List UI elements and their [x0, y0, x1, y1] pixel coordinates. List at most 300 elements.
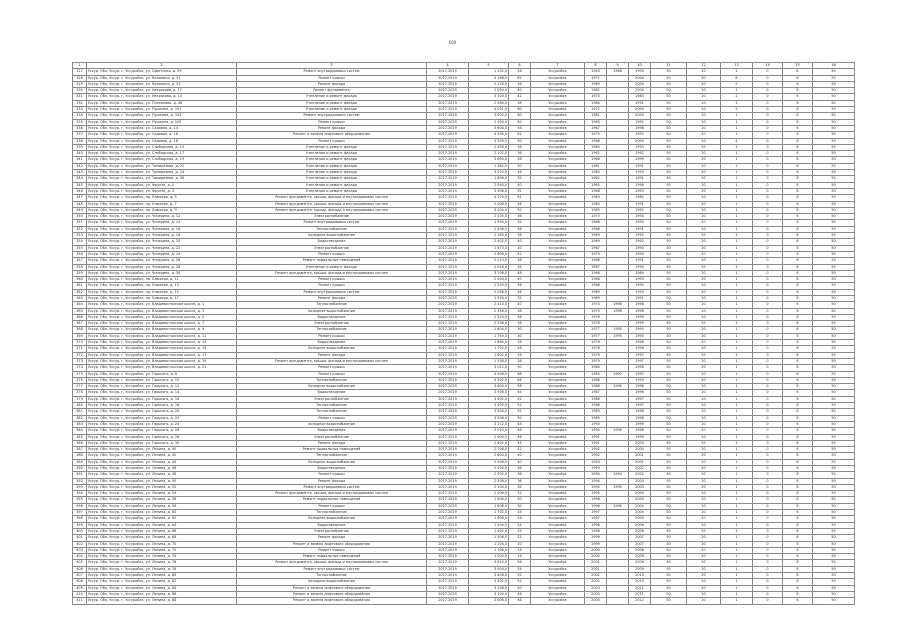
table-cell: Уссурийск [531, 125, 585, 131]
table-cell: Ремонт фундамента, крыши, фасада и внутридомовых систем [237, 270, 427, 276]
table-cell: 354 [73, 239, 87, 245]
table-cell: 18 [509, 69, 531, 75]
table-cell: 20 [687, 239, 721, 245]
table-cell: Уссур. Обл. Уссур. г. Уссурийск, ул. Чичерина, д. 20 [87, 239, 237, 245]
table-cell: Уссурийск [531, 371, 585, 377]
table-cell: 2017-2019 [427, 560, 469, 566]
table-cell: 50 [651, 289, 687, 295]
table-cell: 1991 [629, 163, 651, 169]
table-cell: Уссурийск [531, 403, 585, 409]
table-cell: Уссур. Обл. Уссур. г. Уссурийск, пр. Блюхера, д. 7 [87, 201, 237, 207]
table-cell: Уссурийск [531, 415, 585, 421]
table-cell: Уссурийск [531, 176, 585, 182]
table-cell: 2017-2019 [427, 302, 469, 308]
table-cell: Уссурийск [531, 144, 585, 150]
table-cell: 1 [721, 484, 753, 490]
table-cell: 56 [509, 157, 531, 163]
table-cell: 1992 [629, 371, 651, 377]
table-cell: 1968 [585, 258, 607, 264]
table-cell: 6 [783, 409, 813, 415]
table-cell: Ремонт крыши [237, 365, 427, 371]
table-cell: Ремонт фундамента, крыши, фасада и внутридомовых систем [237, 358, 427, 364]
table-cell: 6 [783, 377, 813, 383]
table-cell: 376 [73, 377, 87, 383]
table-cell: Уссур. Обл. Уссур. г. Уссурийск, ул. Ленина, д. 68 [87, 535, 237, 541]
table-cell: 32 [509, 295, 531, 301]
table-cell: Уссур. Обл. Уссур. г. Уссурийск, ул. Ленина, д. 48 [87, 472, 237, 478]
table-cell: 0 [753, 510, 783, 516]
table-cell: 1991 [629, 100, 651, 106]
table-cell: 6 [783, 170, 813, 176]
table-cell: 3 106,0 [469, 270, 509, 276]
table-cell: 2007 [629, 535, 651, 541]
table-cell: 2 802,0 [469, 440, 509, 446]
table-cell: Холодное водоснабжение [237, 459, 427, 465]
table-cell: 1995 [629, 327, 651, 333]
table-cell: 50 [813, 421, 855, 427]
table-cell: 20 [687, 226, 721, 232]
table-cell: Уссурийск [531, 421, 585, 427]
table-cell: 50 [813, 466, 855, 472]
table-cell: 1995 [607, 484, 629, 490]
table-cell: 3 206,0 [469, 415, 509, 421]
table-cell: Уссур. Обл. Уссур. г. Уссурийск, ул. Владивостокское шоссе, д. 13 [87, 340, 237, 346]
table-cell: 332 [73, 100, 87, 106]
table-cell: 50 [651, 176, 687, 182]
table-cell: 0 [753, 75, 783, 81]
table-cell: 383 [73, 421, 87, 427]
table-cell: 1998 [629, 365, 651, 371]
table-cell: Ремонт фундамента, крыши, фасада и внутридомовых систем [237, 195, 427, 201]
table-cell: 50 [651, 528, 687, 534]
table-cell: 2000 [629, 447, 651, 453]
table-cell: 2 504,0 [469, 277, 509, 283]
table-cell: 1 [721, 207, 753, 213]
table-cell: 1 [721, 144, 753, 150]
table-cell: 1 [721, 434, 753, 440]
table-cell: Электроснабжение [237, 396, 427, 402]
table-cell: 1 [721, 535, 753, 541]
table-cell: 50 [651, 566, 687, 572]
table-cell: Уссур. Обл. Уссур. г. Уссурийск, ул. Ленина, д. 44 [87, 459, 237, 465]
table-cell: 1988 [585, 396, 607, 402]
table-cell: Уссур. Обл. Уссур. г. Уссурийск, ул. Пушкина, д. 103 [87, 113, 237, 119]
table-cell: Уссурийск [531, 466, 585, 472]
table-cell: 1 [721, 157, 753, 163]
table-cell: 50 [813, 144, 855, 150]
table-cell: 38 [509, 100, 531, 106]
table-cell: 367 [73, 321, 87, 327]
table-cell: 6 [783, 484, 813, 490]
table-cell: 0 [753, 440, 783, 446]
table-cell: 1 873,0 [469, 245, 509, 251]
table-cell: 1 [721, 409, 753, 415]
table-cell: Уссурийск [531, 295, 585, 301]
table-cell: 20 [687, 346, 721, 352]
table-cell: 1 [721, 459, 753, 465]
table-cell: Уссурийск [531, 560, 585, 566]
table-cell: 1 [721, 233, 753, 239]
table-cell: 0 [753, 573, 783, 579]
table-cell: 1969 [585, 233, 607, 239]
table-cell: 1 [721, 554, 753, 560]
table-cell: Ремонт внутридомовых систем [237, 484, 427, 490]
table-cell: 20 [687, 503, 721, 509]
table-cell: 1989 [629, 270, 651, 276]
table-cell: 1 [721, 566, 753, 572]
table-cell: 1992 [585, 453, 607, 459]
table-cell: 1964 [585, 100, 607, 106]
table-cell: 50 [813, 264, 855, 270]
table-cell: Ремонт крыши [237, 547, 427, 553]
table-cell: 2017-2019 [427, 547, 469, 553]
table-cell: 60 [509, 107, 531, 113]
table-cell: 0 [753, 560, 783, 566]
table-cell: 2017-2019 [427, 503, 469, 509]
table-cell: 2017-2019 [427, 528, 469, 534]
table-cell: 1995 [607, 327, 629, 333]
table-cell: 40 [509, 302, 531, 308]
table-cell: 1998 [629, 409, 651, 415]
table-cell: Уссурийск [531, 573, 585, 579]
table-cell: 50 [813, 314, 855, 320]
table-cell: 2 206,0 [469, 478, 509, 484]
table-cell: 1 [721, 396, 753, 402]
table-cell: 371 [73, 346, 87, 352]
table-cell: Уссурийск [531, 440, 585, 446]
table-cell: 20 [687, 207, 721, 213]
table-cell: 50 [651, 453, 687, 459]
table-cell: 1994 [585, 472, 607, 478]
table-cell: 50 [651, 560, 687, 566]
table-cell: 0 [753, 478, 783, 484]
table-cell: 50 [813, 113, 855, 119]
table-cell: 4 120,0 [469, 195, 509, 201]
table-cell: Уссурийск [531, 598, 585, 604]
table-cell: 2011 [629, 585, 651, 591]
table-cell: Уссурийск [531, 503, 585, 509]
table-cell: Ремонт внутридомовых систем [237, 289, 427, 295]
table-cell: 1962 [585, 88, 607, 94]
table-cell: 6 [783, 157, 813, 163]
table-cell: 2009 [629, 566, 651, 572]
table-cell: Уссур. Обл. Уссур. г. Уссурийск, ул. Слободская, д. 15 [87, 144, 237, 150]
table-cell: 50 [813, 327, 855, 333]
table-cell: 50 [813, 220, 855, 226]
table-cell: 2 506,0 [469, 459, 509, 465]
table-cell: 1996 [629, 340, 651, 346]
table-cell: 2004 [585, 598, 607, 604]
table-cell: 1993 [629, 277, 651, 283]
table-cell: 30 [509, 503, 531, 509]
table-cell: 1965 [585, 207, 607, 213]
table-cell: 50 [651, 314, 687, 320]
table-cell: 50 [651, 478, 687, 484]
table-cell: 2017-2019 [427, 371, 469, 377]
table-cell: 36 [509, 478, 531, 484]
table-cell: 6 [783, 528, 813, 534]
table-cell: 344 [73, 176, 87, 182]
table-cell: Уссур. Обл. Уссур. г. Уссурийск, ул. Горького, д. 16 [87, 396, 237, 402]
table-cell: 6 [783, 69, 813, 75]
table-cell: Уссур. Обл. Уссур. г. Уссурийск, ул. Горького, д. 8 [87, 371, 237, 377]
table-cell: 0 [753, 377, 783, 383]
table-cell: 36 [509, 233, 531, 239]
table-cell: 1993 [629, 214, 651, 220]
table-cell: 20 [687, 522, 721, 528]
table-cell: 6 [783, 270, 813, 276]
table-cell: 6 [783, 333, 813, 339]
table-cell: 20 [687, 377, 721, 383]
table-cell: 20 [687, 466, 721, 472]
table-cell: 2 104,0 [469, 484, 509, 490]
table-cell: Холодное водоснабжение [237, 308, 427, 314]
table-cell: 1987 [585, 390, 607, 396]
column-header: 3 [237, 63, 427, 69]
table-cell: 42 [509, 447, 531, 453]
table-cell: 5 [721, 107, 753, 113]
table-cell: 6 [783, 258, 813, 264]
table-cell: 50 [651, 403, 687, 409]
table-cell: 50 [651, 207, 687, 213]
table-cell: 1 [721, 547, 753, 553]
table-cell: 6 [783, 151, 813, 157]
table-cell: Уссурийск [531, 119, 585, 125]
table-cell: 1993 [629, 251, 651, 257]
table-cell: 52 [509, 573, 531, 579]
table-cell: Уссурийск [531, 270, 585, 276]
table-cell: 1966 [585, 157, 607, 163]
table-cell: 50 [509, 365, 531, 371]
table-cell: 2017-2019 [427, 81, 469, 87]
table-cell: 28 [509, 340, 531, 346]
table-cell: 20 [687, 302, 721, 308]
table-cell: 1 [721, 598, 753, 604]
table-cell: 1 [721, 390, 753, 396]
table-cell: Ремонт крыши [237, 251, 427, 257]
table-cell: 1 [721, 100, 753, 106]
table-cell: Теплоснабжение [237, 226, 427, 232]
table-cell: 336 [73, 125, 87, 131]
table-cell: Ремонт внутридомовых систем [237, 113, 427, 119]
table-cell: 50 [813, 289, 855, 295]
table-cell: 50 [813, 390, 855, 396]
table-cell: 50 [651, 132, 687, 138]
table-cell: Уссур. Обл. Уссур. г. Уссурийск, ул. Некрасова, д. 14 [87, 94, 237, 100]
table-cell: 2017-2019 [427, 220, 469, 226]
table-cell: 6 [783, 327, 813, 333]
table-cell: Уссурийск [531, 239, 585, 245]
table-cell: 30 [509, 333, 531, 339]
table-cell: 4 168,0 [469, 75, 509, 81]
table-cell: 50 [813, 132, 855, 138]
page-number: 669 [448, 40, 457, 45]
table-cell: 50 [813, 151, 855, 157]
table-cell: 22 [509, 528, 531, 534]
table-cell: 1 556,0 [469, 358, 509, 364]
table-cell: Ремонт крыши [237, 75, 427, 81]
table-cell: 1 [721, 295, 753, 301]
table-cell: 20 [687, 69, 721, 75]
table-cell: 386 [73, 440, 87, 446]
table-cell: 50 [813, 163, 855, 169]
table-cell: Уссур. Обл. Уссур. г. Уссурийск, ул. Плеханова, д. 48 [87, 100, 237, 106]
table-cell: Водоотведение [237, 390, 427, 396]
table-cell: 20 [687, 390, 721, 396]
table-cell: 20 [687, 491, 721, 497]
table-cell: 3 306,0 [469, 188, 509, 194]
table-cell: 2017-2019 [427, 333, 469, 339]
table-cell: 50 [813, 566, 855, 572]
table-cell: Водоотведение [237, 239, 427, 245]
table-cell: 36 [509, 151, 531, 157]
table-cell: Ремонт подвальных помещений [237, 554, 427, 560]
table-cell: 46 [509, 434, 531, 440]
table-cell: 1 [721, 453, 753, 459]
table-cell: 50 [813, 484, 855, 490]
table-cell: 2004 [629, 113, 651, 119]
table-cell: 0 [753, 396, 783, 402]
table-cell: 50 [651, 352, 687, 358]
table-cell: Утепление и ремонт фасада [237, 182, 427, 188]
table-cell: 50 [813, 251, 855, 257]
table-cell: 38 [509, 466, 531, 472]
table-cell: 3 104,0 [469, 591, 509, 597]
table-cell: 2017-2019 [427, 321, 469, 327]
table-cell: 0 [753, 346, 783, 352]
table-cell: 1992 [629, 119, 651, 125]
table-cell: 20 [687, 453, 721, 459]
table-cell: 0 [753, 541, 783, 547]
table-cell: 50 [651, 472, 687, 478]
table-cell: Уссур. Обл. Уссур. г. Уссурийск, ул. Ленина, д. 74 [87, 554, 237, 560]
table-cell: 34 [509, 484, 531, 490]
table-cell: 1 [721, 321, 753, 327]
table-cell: 54 [509, 390, 531, 396]
table-cell: 1 [721, 188, 753, 194]
table-cell: 3 206,0 [469, 585, 509, 591]
table-cell: 340 [73, 151, 87, 157]
table-cell: 20 [687, 333, 721, 339]
table-cell: 30 [509, 163, 531, 169]
table-cell: 6 [783, 522, 813, 528]
table-cell: 50 [651, 144, 687, 150]
table-cell: 1992 [629, 151, 651, 157]
table-cell: 2 [721, 163, 753, 169]
table-cell: Уссур. Обл. Уссур. г. Уссурийск, ул. Горького, д. 20 [87, 409, 237, 415]
table-cell: Уссур. Обл. Уссур. г. Уссурийск, ул. Горького, д. 18 [87, 403, 237, 409]
table-cell: 0 [753, 358, 783, 364]
table-cell: 1 [721, 182, 753, 188]
table-cell: 6 [783, 478, 813, 484]
table-cell: 0 [753, 516, 783, 522]
table-cell: 50 [651, 163, 687, 169]
table-cell: 328 [73, 75, 87, 81]
table-cell: Уссур. Обл. Уссур. г. Уссурийск, ул. Ленина, д. 76 [87, 560, 237, 566]
column-header: 7 [531, 63, 585, 69]
table-cell: 50 [813, 428, 855, 434]
table-cell: 6 [783, 396, 813, 402]
table-cell: 2017-2019 [427, 214, 469, 220]
table-cell: Теплоснабжение [237, 510, 427, 516]
table-cell: 337 [73, 132, 87, 138]
table-cell: 1 [721, 283, 753, 289]
table-cell: 1 [721, 327, 753, 333]
table-cell: 20 [687, 554, 721, 560]
table-cell: 20 [687, 214, 721, 220]
table-cell: Уссур. Обл. Уссур. г. Уссурийск, ул. Ленина, д. 42 [87, 453, 237, 459]
table-cell: 1979 [585, 352, 607, 358]
table-cell: 50 [813, 195, 855, 201]
table-cell: 2 456,0 [469, 144, 509, 150]
table-cell: 20 [687, 277, 721, 283]
table-cell: 2017-2019 [427, 516, 469, 522]
table-cell: 20 [687, 478, 721, 484]
table-cell: 0 [753, 277, 783, 283]
table-cell: 50 [651, 283, 687, 289]
table-cell: 50 [651, 358, 687, 364]
table-cell: Уссур. Обл. Уссур. г. Уссурийск, ул. Горького, д. 12 [87, 384, 237, 390]
table-cell: Теплоснабжение [237, 377, 427, 383]
table-cell: 50 [813, 403, 855, 409]
table-cell: Уссурийск [531, 207, 585, 213]
table-cell: 6 [783, 346, 813, 352]
table-cell: 0 [753, 113, 783, 119]
table-cell: 50 [651, 119, 687, 125]
table-cell: 50 [651, 371, 687, 377]
table-cell: 2003 [585, 591, 607, 597]
table-cell: 50 [651, 125, 687, 131]
table-cell: 6 [783, 245, 813, 251]
table-cell: 1 [721, 560, 753, 566]
table-cell: Уссурийск [531, 459, 585, 465]
table-cell: 50 [651, 245, 687, 251]
table-cell: 4 506,0 [469, 371, 509, 377]
table-cell: Уссурийск [531, 81, 585, 87]
table-cell: 1998 [585, 522, 607, 528]
table-cell: 20 [687, 314, 721, 320]
table-cell: 4 302,0 [469, 377, 509, 383]
table-cell: Уссур. Обл. Уссур. г. Уссурийск, пр. Блюхера, д. 5 [87, 195, 237, 201]
table-cell: 32 [509, 176, 531, 182]
table-cell: 1982 [629, 195, 651, 201]
table-cell: 3 610,0 [469, 560, 509, 566]
table-cell: 32 [509, 491, 531, 497]
table-cell: 1 [721, 239, 753, 245]
table-cell: Уссурийск [531, 377, 585, 383]
table-cell: 2003 [585, 585, 607, 591]
table-cell: 1998 [629, 308, 651, 314]
table-cell: Уссур. Обл. Уссур. г. Уссурийск, ул. Ленина, д. 52 [87, 484, 237, 490]
table-cell: 1997 [629, 403, 651, 409]
table-cell: Уссур. Обл. Уссур. г. Уссурийск, ул. Калинина, д. 53 [87, 81, 237, 87]
table-cell: 50 [651, 138, 687, 144]
table-cell: 0 [753, 239, 783, 245]
table-cell: Уссурийск [531, 188, 585, 194]
table-cell: 1968 [585, 220, 607, 226]
table-cell: 30 [509, 497, 531, 503]
table-cell: Уссурийск [531, 554, 585, 560]
table-cell: 2017-2019 [427, 163, 469, 169]
table-cell: 364 [73, 302, 87, 308]
table-cell: 2017-2019 [427, 466, 469, 472]
table-cell: Электроснабжение [237, 434, 427, 440]
table-cell: 20 [687, 258, 721, 264]
table-cell: 353 [73, 233, 87, 239]
table-cell: 1 [721, 258, 753, 264]
table-cell: 30 [509, 327, 531, 333]
table-cell: Уссурийск [531, 264, 585, 270]
